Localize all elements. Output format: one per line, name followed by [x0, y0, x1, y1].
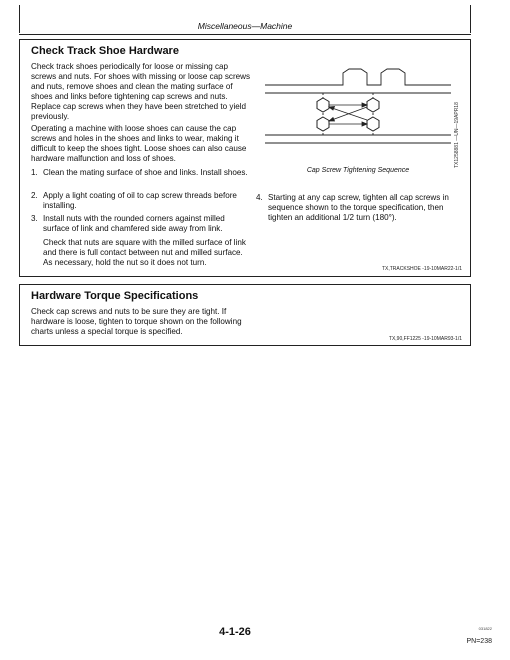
bolt-3 [317, 117, 329, 131]
bolt-4 [367, 117, 379, 131]
list-number: 2. [31, 191, 38, 200]
section-check-track-shoe-hardware [19, 39, 471, 277]
list-text: Install nuts with the rounded corners against milled surface of link and chamfered side away from link. [43, 214, 225, 233]
list-number: 3. [31, 214, 38, 223]
section-title: Hardware Torque Specifications [31, 290, 199, 302]
list-text: Check that nuts are square with the milled surface of link and there is full contact between nut and milled surface. As necessary, hold the nut so it does not turn. [43, 238, 246, 267]
list-text: Apply a light coating of oil to cap screw threads before installing. [43, 191, 237, 210]
section-title: Check Track Shoe Hardware [31, 45, 179, 57]
paragraph: Check cap screws and nuts to be sure they are tight. If hardware is loose, tighten to torque shown on the following charts unless a special torque is specified. [31, 307, 242, 336]
list-text: Starting at any cap screw, tighten all cap screws in sequence shown to the torque specification, then tighten an additional 1/2 turn (180°). [268, 193, 449, 222]
paragraph: Operating a machine with loose shoes can cause the cap screws and holes in the shoes and links to wear, making it difficult to keep the shoes tight. Loose shoes can also cause hardware malfunction and loss of shoes. [31, 124, 247, 163]
bolt-1 [317, 98, 329, 112]
footer-pn: PN=238 [466, 638, 492, 645]
list-number: 4. [256, 193, 263, 202]
list-text: Clean the mating surface of shoe and links. Install shoes. [43, 168, 248, 177]
figure-caption: Cap Screw Tightening Sequence [306, 167, 410, 174]
tightening-sequence-diagram [263, 67, 453, 162]
page-header: Miscellaneous—Machine [19, 20, 471, 35]
paragraph: Check track shoes periodically for loose or missing cap screws and nuts. For shoes with missing or loose cap screws and nuts, remove shoes and clean the mating surface of shoes and links before tightening cap screws and nuts. Replace cap screws when they have been stretched to yield previously. [31, 62, 251, 121]
section-hardware-torque-specifications [19, 284, 471, 346]
bolt-2 [367, 98, 379, 112]
page-number: 4-1-26 [219, 626, 251, 638]
reference-code: TX,90,FF1225 -19-10MAR93-1/1 [388, 336, 462, 342]
reference-code: TX,TRACKSHOE -19-10MAR22-1/1 [381, 266, 462, 272]
figure-id: TX1258881 —UN—19APR18 [454, 102, 460, 168]
footer-date-code: 031822 [478, 626, 492, 631]
list-number: 1. [31, 168, 38, 177]
